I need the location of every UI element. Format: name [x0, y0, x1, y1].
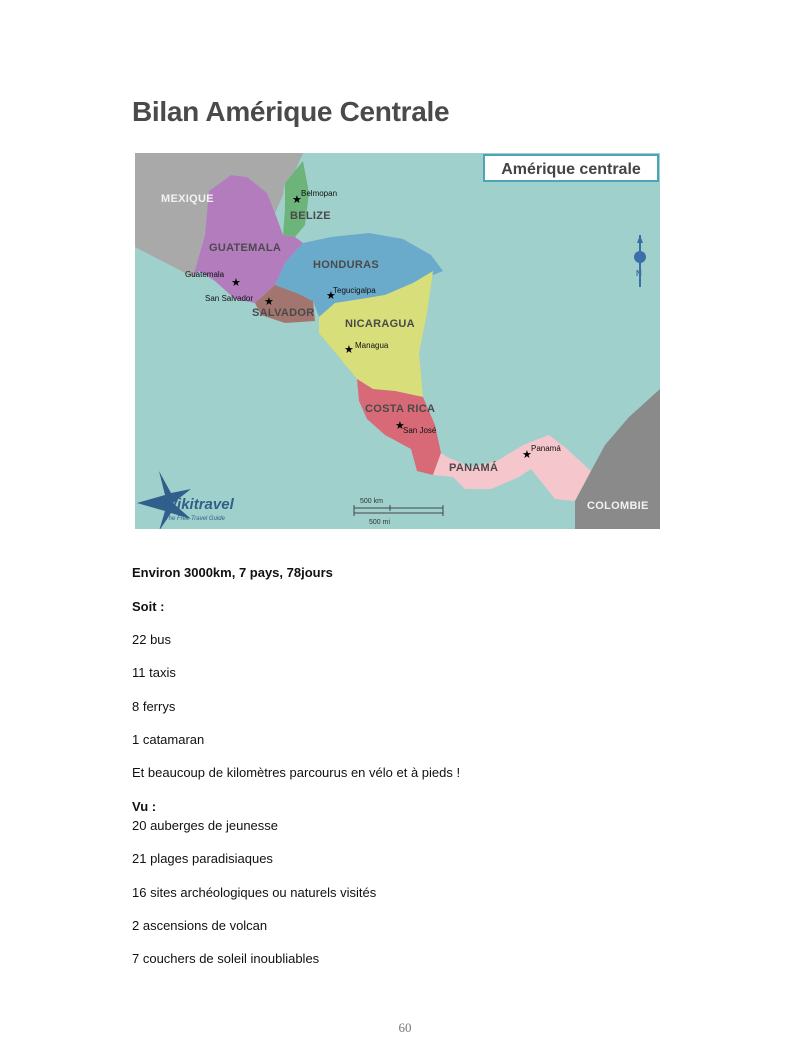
- map-label-mexique: MEXIQUE: [161, 193, 214, 205]
- capital-star-san-jose: ★: [395, 420, 405, 432]
- list-item: 22 bus: [132, 632, 172, 647]
- list-item: 2 ascensions de volcan: [132, 918, 268, 933]
- capital-label-guatemala: Guatemala: [185, 270, 225, 279]
- capital-label-managua: Managua: [355, 341, 389, 350]
- page-title: Bilan Amérique Centrale: [132, 96, 450, 127]
- map-label-colombie: COLOMBIE: [587, 500, 649, 512]
- summary-line: Environ 3000km, 7 pays, 78jours: [132, 565, 333, 580]
- list-item: 11 taxis: [132, 665, 176, 680]
- soit-heading: Soit :: [132, 599, 165, 614]
- map-label-honduras: HONDURAS: [313, 259, 379, 271]
- capital-star-panama: ★: [522, 449, 532, 461]
- extra-line: Et beaucoup de kilomètres parcourus en vélo et à pieds !: [132, 765, 461, 780]
- capital-label-panama: Panamá: [531, 444, 561, 453]
- map-label-costa-rica: COSTA RICA: [365, 403, 436, 415]
- map-title: Amérique centrale: [501, 161, 641, 178]
- list-item: 1 catamaran: [132, 732, 205, 747]
- page-number: 60: [398, 1020, 412, 1035]
- map-label-nicaragua: NICARAGUA: [345, 318, 415, 330]
- compass-label: N: [636, 269, 642, 278]
- capital-star-tegucigalpa: ★: [326, 290, 336, 302]
- capital-label-san-jose: San José: [403, 426, 437, 435]
- logo-tagline: The Free Travel Guide: [165, 516, 225, 522]
- list-item: 21 plages paradisiaques: [132, 851, 273, 866]
- list-item: 8 ferrys: [132, 699, 176, 714]
- logo-name: Wikitravel: [163, 496, 234, 513]
- capital-label-tegucigalpa: Tegucigalpa: [333, 286, 376, 295]
- central-america-map: [135, 153, 660, 529]
- vu-heading: Vu :: [132, 799, 157, 814]
- capital-star-san-salvador: ★: [264, 296, 274, 308]
- capital-label-san-salvador: San Salvador: [205, 294, 254, 303]
- map-label-panama: PANAMÁ: [449, 462, 499, 474]
- map-label-guatemala: GUATEMALA: [209, 242, 282, 254]
- scale-km-label: 500 km: [360, 498, 383, 505]
- map-label-belize: BELIZE: [290, 210, 331, 222]
- scale-mi-label: 500 mi: [369, 519, 391, 526]
- list-item: 16 sites archéologiques ou naturels visités: [132, 885, 377, 900]
- list-item: 20 auberges de jeunesse: [132, 818, 279, 833]
- capital-star-belmopan: ★: [292, 194, 302, 206]
- capital-label-belmopan: Belmopan: [301, 189, 338, 198]
- list-item: 7 couchers de soleil inoubliables: [132, 951, 320, 966]
- capital-star-managua: ★: [344, 344, 354, 356]
- capital-star-guatemala: ★: [231, 277, 241, 289]
- map-label-salvador: SALVADOR: [252, 307, 315, 319]
